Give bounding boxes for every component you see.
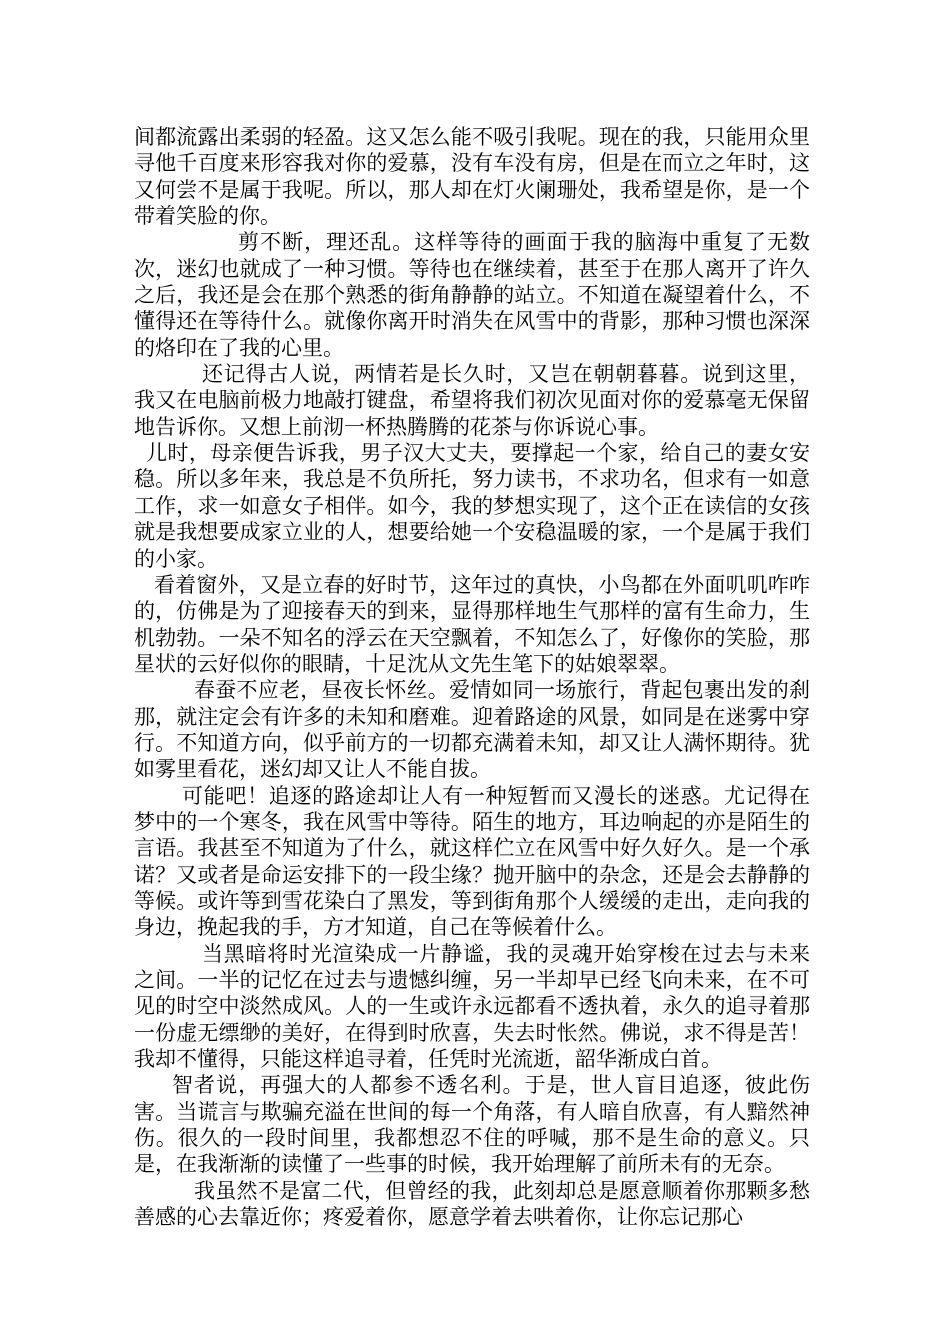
paragraph-6: 春蚕不应老，昼夜长怀丝。爱情如同一场旅行，背起包裹出发的刹那，就注定会有许多的未知和磨难。迎着路途的风景，如同是在迷雾中穿行。不知道方向，似乎前方的一切都充满着未知，却又让人满怀期待。犹如雾里看花，迷幻却又让人不能自拔。: [134, 678, 810, 782]
paragraph-2: 剪不断，理还乱。这样等待的画面于我的脑海中重复了无数次，迷幻也就成了一种习惯。等待也在继续着，甚至于在那人离开了许久之后，我还是会在那个熟悉的街角静静的站立。不知道在凝望着什么，不懂得还在等待什么。就像你离开时消失在风雪中的背影，那种习惯也深深的烙印在了我的心里。: [134, 230, 810, 360]
paragraph-5: 看着窗外，又是立春的好时节，这年过的真快，小鸟都在外面叽叽咋咋的，仿佛是为了迎接春天的到来，显得那样地生气那样的富有生命力，生机勃勃。一朵不知名的浮云在天空飘着，不知怎么了，好像你的笑脸，那星状的云好似你的眼睛，十足沈从文先生笔下的姑娘翠翠。: [134, 572, 810, 676]
paragraph-7: 可能吧！追逐的路途却让人有一种短暂而又漫长的迷惑。尤记得在梦中的一个寒冬，我在风雪中等待。陌生的地方，耳边响起的亦是陌生的言语。我甚至不知道为了什么，就这样伫立在风雪中好久好久。是一个承诺？又或者是命运安排下的一段尘缘？抛开脑中的杂念，还是会去静静的等候。或许等到雪花染白了黑发，等到街角那个人缓缓的走出，走向我的身边，挽起我的手，方才知道，自己在等候着什么。: [134, 783, 810, 940]
paragraph-10: 我虽然不是富二代，但曾经的我，此刻却总是愿意顺着你那颗多愁善感的心去靠近你；疼爱着你，愿意学着去哄着你，让你忘记那心: [134, 1178, 810, 1230]
paragraph-4: 儿时，母亲便告诉我，男子汉大丈夫，要撑起一个家，给自己的妻女安稳。所以多年来，我总是不负所托，努力读书，不求功名，但求有一如意工作，求一如意女子相伴。如今，我的梦想实现了，这个正在读信的女孩就是我想要成家立业的人，想要给她一个安稳温暖的家，一个是属于我们的小家。: [134, 441, 810, 571]
paragraph-8: 当黑暗将时光渲染成一片静谧，我的灵魂开始穿梭在过去与未来之间。一半的记忆在过去与遗憾纠缠，另一半却早已经飞向未来，在不可见的时空中淡然成风。人的一生或许永远都看不透执着，永久的追寻着那一份虚无缥缈的美好，在得到时欣喜，失去时怅然。佛说，求不得是苦！我却不懂得，只能这样追寻着，任凭时光流逝，韶华渐成白首。: [134, 941, 810, 1072]
paragraph-1: 间都流露出柔弱的轻盈。这又怎么能不吸引我呢。现在的我，只能用众里寻他千百度来形容我对你的爱慕，没有车没有房，但是在而立之年时，这又何尝不是属于我呢。所以，那人却在灯火阑珊处，我希望是你，是一个带着笑脸的你。: [134, 125, 810, 229]
paragraph-3: 还记得古人说，两情若是长久时，又岂在朝朝暮暮。说到这里，我又在电脑前极力地敲打键盘，希望将我们初次见面对你的爱慕毫无保留地告诉你。又想上前沏一杯热腾腾的花茶与你诉说心事。: [134, 362, 810, 439]
letter-body: [134, 124, 810, 1230]
paragraph-9: 智者说，再强大的人都参不透名利。于是，世人盲目追逐，彼此伤害。当谎言与欺骗充溢在世间的每一个角落，有人暗自欣喜，有人黯然神伤。很久的一段时间里，我都想忍不住的呼喊，那不是生命的意义。只是，在我渐渐的读懂了一些事的时候，我开始理解了前所未有的无奈。: [134, 1073, 810, 1177]
